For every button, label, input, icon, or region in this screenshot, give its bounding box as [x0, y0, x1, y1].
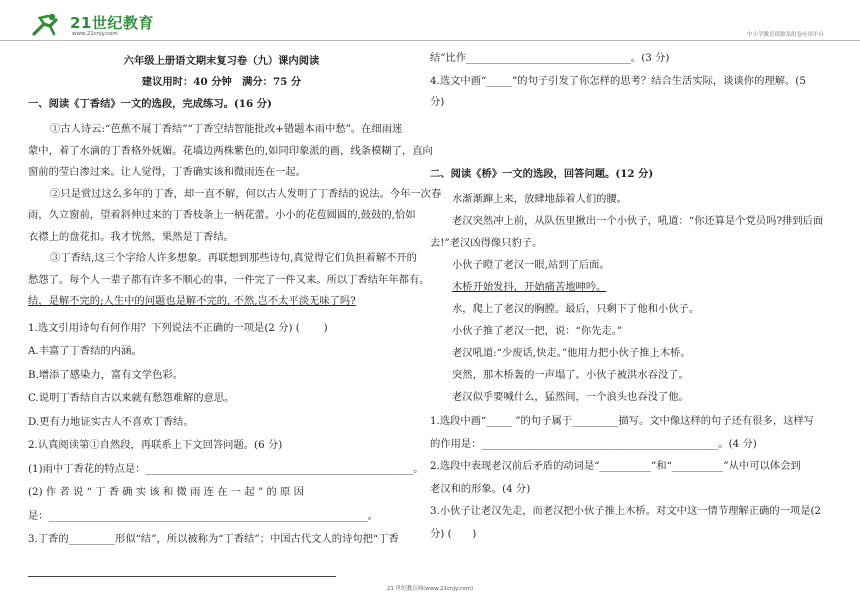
passage-qiao	[430, 188, 828, 408]
passage-line: 老汉似乎要喊什么，猛然间，一个浪头也吞没了他。	[452, 391, 689, 403]
platform-name: 中小学教育资源及组卷应用平台	[746, 32, 824, 38]
question-b2: 2.选段中表现老汉前后矛盾的动词是“__________”和“__________”从中可以体会到	[430, 460, 801, 472]
passage-line: ③丁香结,这三个字给人许多想象。再联想到那些诗句,真觉得它们负担着解不开的	[50, 252, 417, 264]
passage-line: 水，爬上了老汉的胸膛。最后，只剩下了他和小伙子。	[452, 303, 700, 315]
right-column	[430, 48, 828, 545]
question-1: 1.选文引用诗句有何作用？下列说法不正确的一项是(2 分) ( )	[28, 321, 328, 334]
passage-dingxiangjie	[28, 119, 442, 313]
option-b: B.增添了感染力，富有文学色彩。	[28, 368, 183, 381]
underlined-sentence: 结，是解不完的;人生中的问题也是解不完的, 不然,岂不太平淡无味了吗?	[28, 295, 356, 307]
passage-line: 小伙子推了老汉一把，说：“你先走。”	[452, 325, 623, 337]
question-3: 3.丁香的_________形似“结”，所以被称为“丁香结”；中国古代文人的诗句把“丁香	[28, 533, 399, 545]
passage-line: 小伙子瞪了老汉一眼,站到了后面。	[452, 259, 610, 271]
logo-url: www.21cnjy.com	[72, 31, 118, 37]
question-2-part-1: (1)雨中丁香花的特点是：____________________________________________________。	[28, 462, 424, 475]
brand-logo	[28, 12, 154, 42]
passage-line: 蒙中，着了水滴的丁香格外妩媚。花墙边两株紫色的,如同印象派的画，线条模糊了，直向	[28, 144, 433, 157]
section-1-heading: 一、阅读《丁香结》一文的选段，完成练习。(16 分)	[28, 98, 272, 110]
option-a: A.丰富了丁香结的内涵。	[28, 345, 142, 357]
footer-divider	[28, 576, 336, 577]
page-footer: 21 世纪教育网(www.21cnjy.com)	[386, 586, 474, 592]
question-b2-continued: 老汉和的形象。(4 分)	[430, 482, 531, 495]
question-4-continued: 分)	[430, 96, 445, 108]
questions-section-2	[430, 410, 828, 545]
passage-line: 愁怨了。每个人一辈子都有许多不顺心的事，一件完了一件又来。所以丁香结年年都有。	[28, 273, 430, 286]
runner-logo-icon	[28, 12, 68, 38]
option-d: D.更有力地证实古人不喜欢丁香结。	[28, 415, 194, 428]
question-2: 2.认真阅读第①自然段，再联系上下文回答问题。(6 分)	[28, 439, 283, 451]
question-2-part-2-answer: 是：______________________________________________________________。	[28, 509, 379, 522]
question-4: 4.选文中画“_____”的句子引发了你怎样的思考？结合生活实际，谈谈你的理解。(5	[430, 75, 806, 87]
passage-line: 窗前的莹白渗过来。让人觉得，丁香确实该和微雨连在一起。	[28, 166, 307, 178]
left-column	[28, 48, 442, 552]
passage-line: 水渐渐蹿上来，放肆地舔着人们的腰。	[452, 193, 628, 205]
passage-line: 突然，那木桥轰的一声塌了。小伙子被洪水吞没了。	[452, 369, 689, 381]
page-subtitle: 建议用时：40 分钟 满分：75 分	[141, 76, 302, 88]
passage-line: 老汉吼道:“少废话,快走。”他用力把小伙子推上木桥。	[452, 347, 691, 359]
page-title: 六年级上册语文期末复习卷（九）课内阅读	[123, 55, 320, 67]
question-b3: 3.小伙子让老汉先走，而老汉把小伙子推上木桥。对文中这一情节理解正确的一项是(2	[430, 505, 822, 517]
passage-line: ①古人诗云:“芭蕉不展丁香结”“丁香空结智能批改+错题本雨中愁”。在细雨迷	[50, 123, 403, 135]
section-2-heading: 二、阅读《桥》一文的选段，回答问题。(12 分)	[430, 168, 654, 180]
passage-line: 雨，久立窗前，望着斜伸过来的丁香枝条上一柄花蕾。小小的花苞圆圆的,鼓鼓的,恰如	[28, 209, 416, 221]
question-3-continued: 结”比作________________________________。(3 分)	[430, 52, 670, 64]
option-c: C.说明丁香结自古以来就有愁怨难解的意思。	[28, 392, 235, 404]
passage-line: 衣襟上的盘花扣。我才恍然，果然是丁香结。	[28, 230, 234, 243]
header-divider	[0, 40, 860, 41]
question-2-part-2: (2) 作 者 说 “ 丁 香 确 实 该 和 微 雨 连 在 一 起 ” 的 原 因	[28, 486, 304, 498]
logo-text: 21世纪教育	[70, 14, 154, 32]
questions-section-1	[28, 317, 424, 552]
question-b1: 1.选段中画“_____ ”的句子属于_________描写。文中像这样的句子还有很多，这样写	[430, 415, 815, 427]
passage-line: ②只是赏过这么多年的丁香，却一直不解，何以古人发明了丁香结的说法。今年一次春	[50, 187, 442, 200]
question-b3-continued: 分) ( )	[430, 527, 477, 540]
page-header	[0, 0, 860, 42]
question-b1-continued: 的作用是：______________________________________________。(4 分)	[430, 437, 757, 450]
passage-line: 老汉突然冲上前，从队伍里揪出一个小伙子，吼道：“你还算是个党员吗?排到后面	[452, 215, 824, 227]
passage-line: 去!”老汉凶得像只豹子。	[430, 237, 543, 249]
underlined-sentence: 木桥开始发抖，开始痛苦地呻吟。	[452, 281, 607, 293]
